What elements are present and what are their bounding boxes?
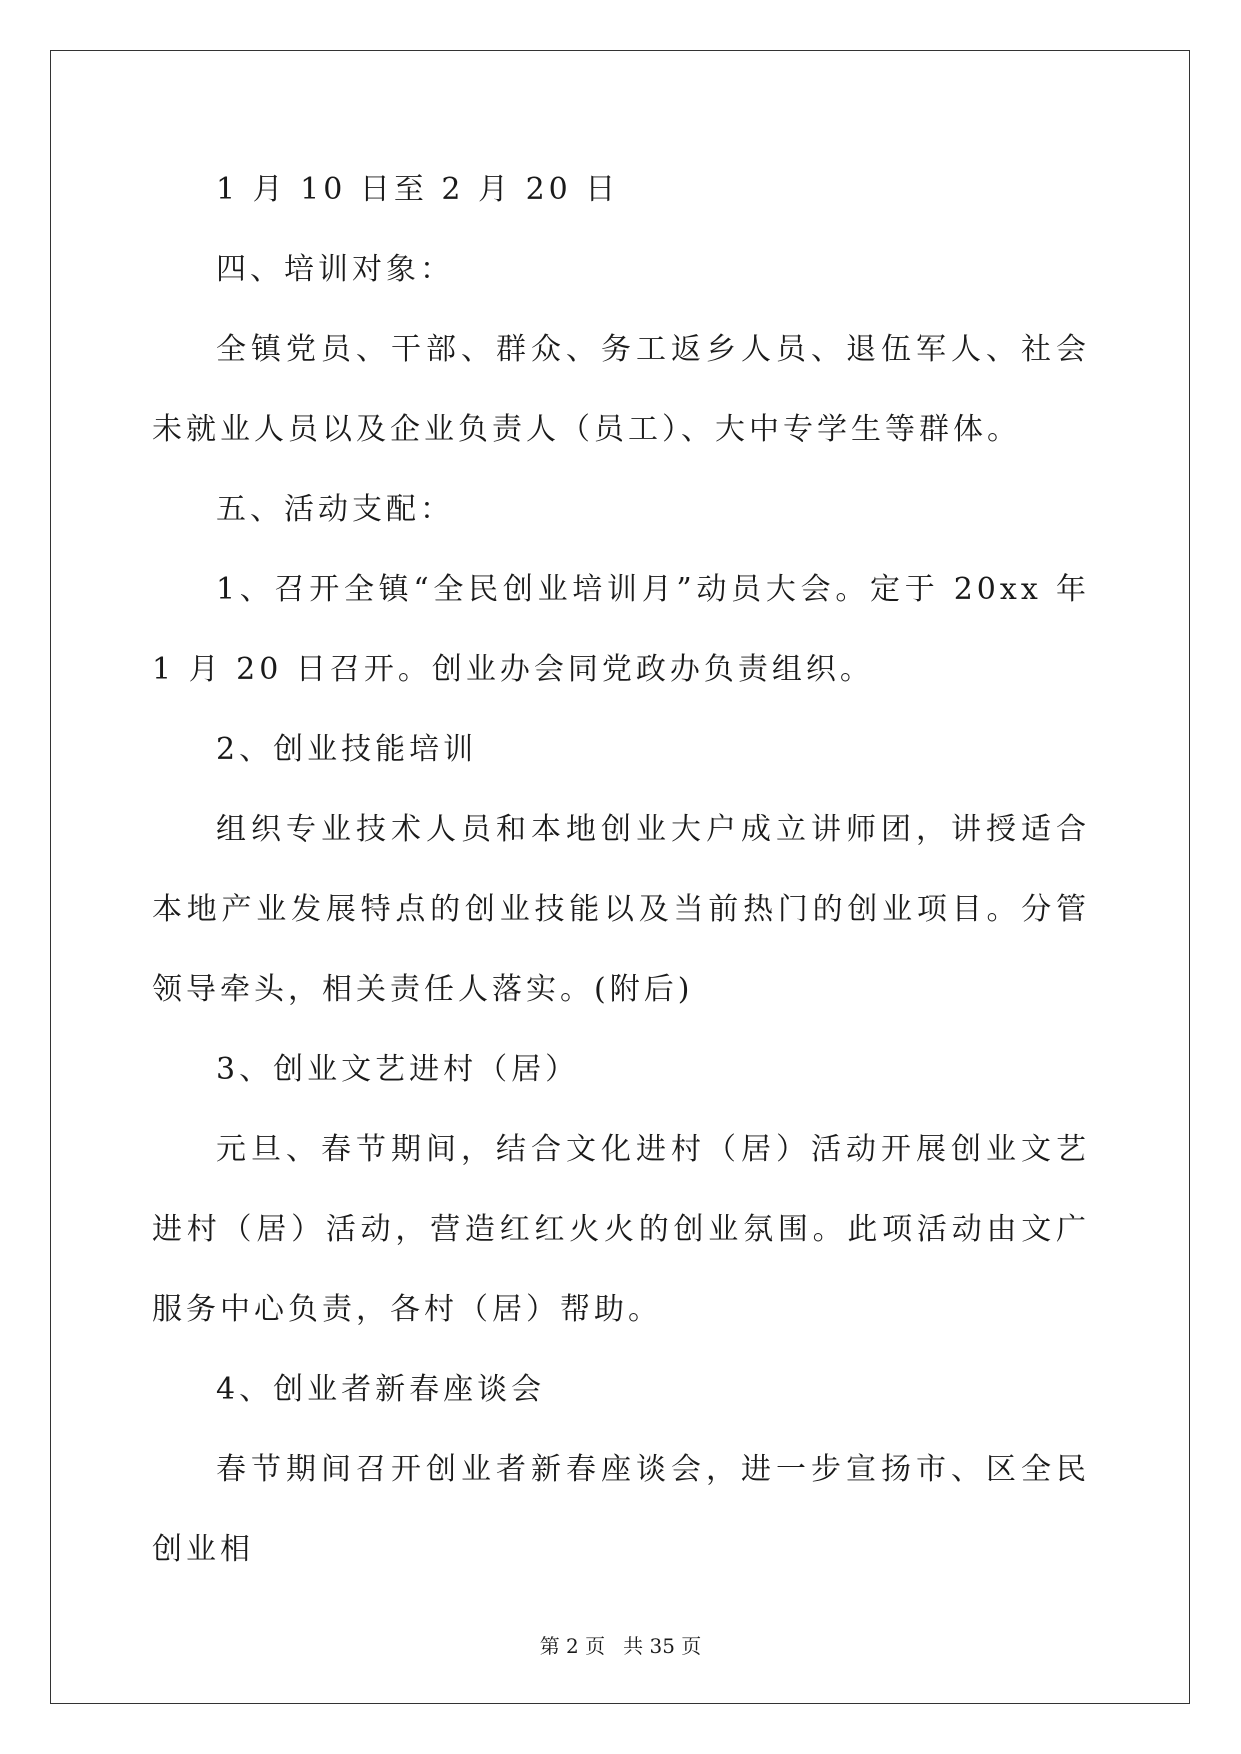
heading-arts-to-village: 3、创业文艺进村（居） bbox=[216, 1052, 580, 1087]
paragraph-skills-training: 组织专业技术人员和本地创业大户成立讲师团，讲授适合本地产业发展特点的创业技能以及当前热门的创业项目。分管领导牵头，相关责任人落实。(附后) bbox=[152, 812, 1090, 1007]
paragraph-new-year-forum: 春节期间召开创业者新春座谈会，进一步宣扬市、区全民创业相 bbox=[152, 1452, 1090, 1567]
page-footer bbox=[0, 1630, 1241, 1659]
paragraph-mobilization-meeting: 1、召开全镇“全民创业培训月”动员大会。定于 20xx 年 1 月 20 日召开。创业办会同党政办负责组织。 bbox=[152, 572, 1090, 687]
heading-skills-training: 2、创业技能培训 bbox=[216, 732, 478, 767]
paragraph-training-targets: 全镇党员、干部、群众、务工返乡人员、退伍军人、社会未就业人员以及企业负责人（员工）、大中专学生等群体。 bbox=[152, 332, 1090, 447]
page-number: 第 2 页 bbox=[539, 1634, 606, 1658]
document-body bbox=[152, 150, 1090, 1590]
heading-new-year-forum: 4、创业者新春座谈会 bbox=[216, 1372, 546, 1407]
paragraph-arts-to-village: 元旦、春节期间，结合文化进村（居）活动开展创业文艺进村（居）活动，营造红红火火的创业氛围。此项活动由文广服务中心负责，各村（居）帮助。 bbox=[152, 1132, 1090, 1327]
heading-activity-arrangement: 五、活动支配： bbox=[216, 492, 454, 527]
heading-training-targets: 四、培训对象： bbox=[216, 252, 454, 287]
paragraph-date-range: 1 月 10 日至 2 月 20 日 bbox=[216, 172, 620, 207]
page-total: 共 35 页 bbox=[623, 1634, 702, 1658]
